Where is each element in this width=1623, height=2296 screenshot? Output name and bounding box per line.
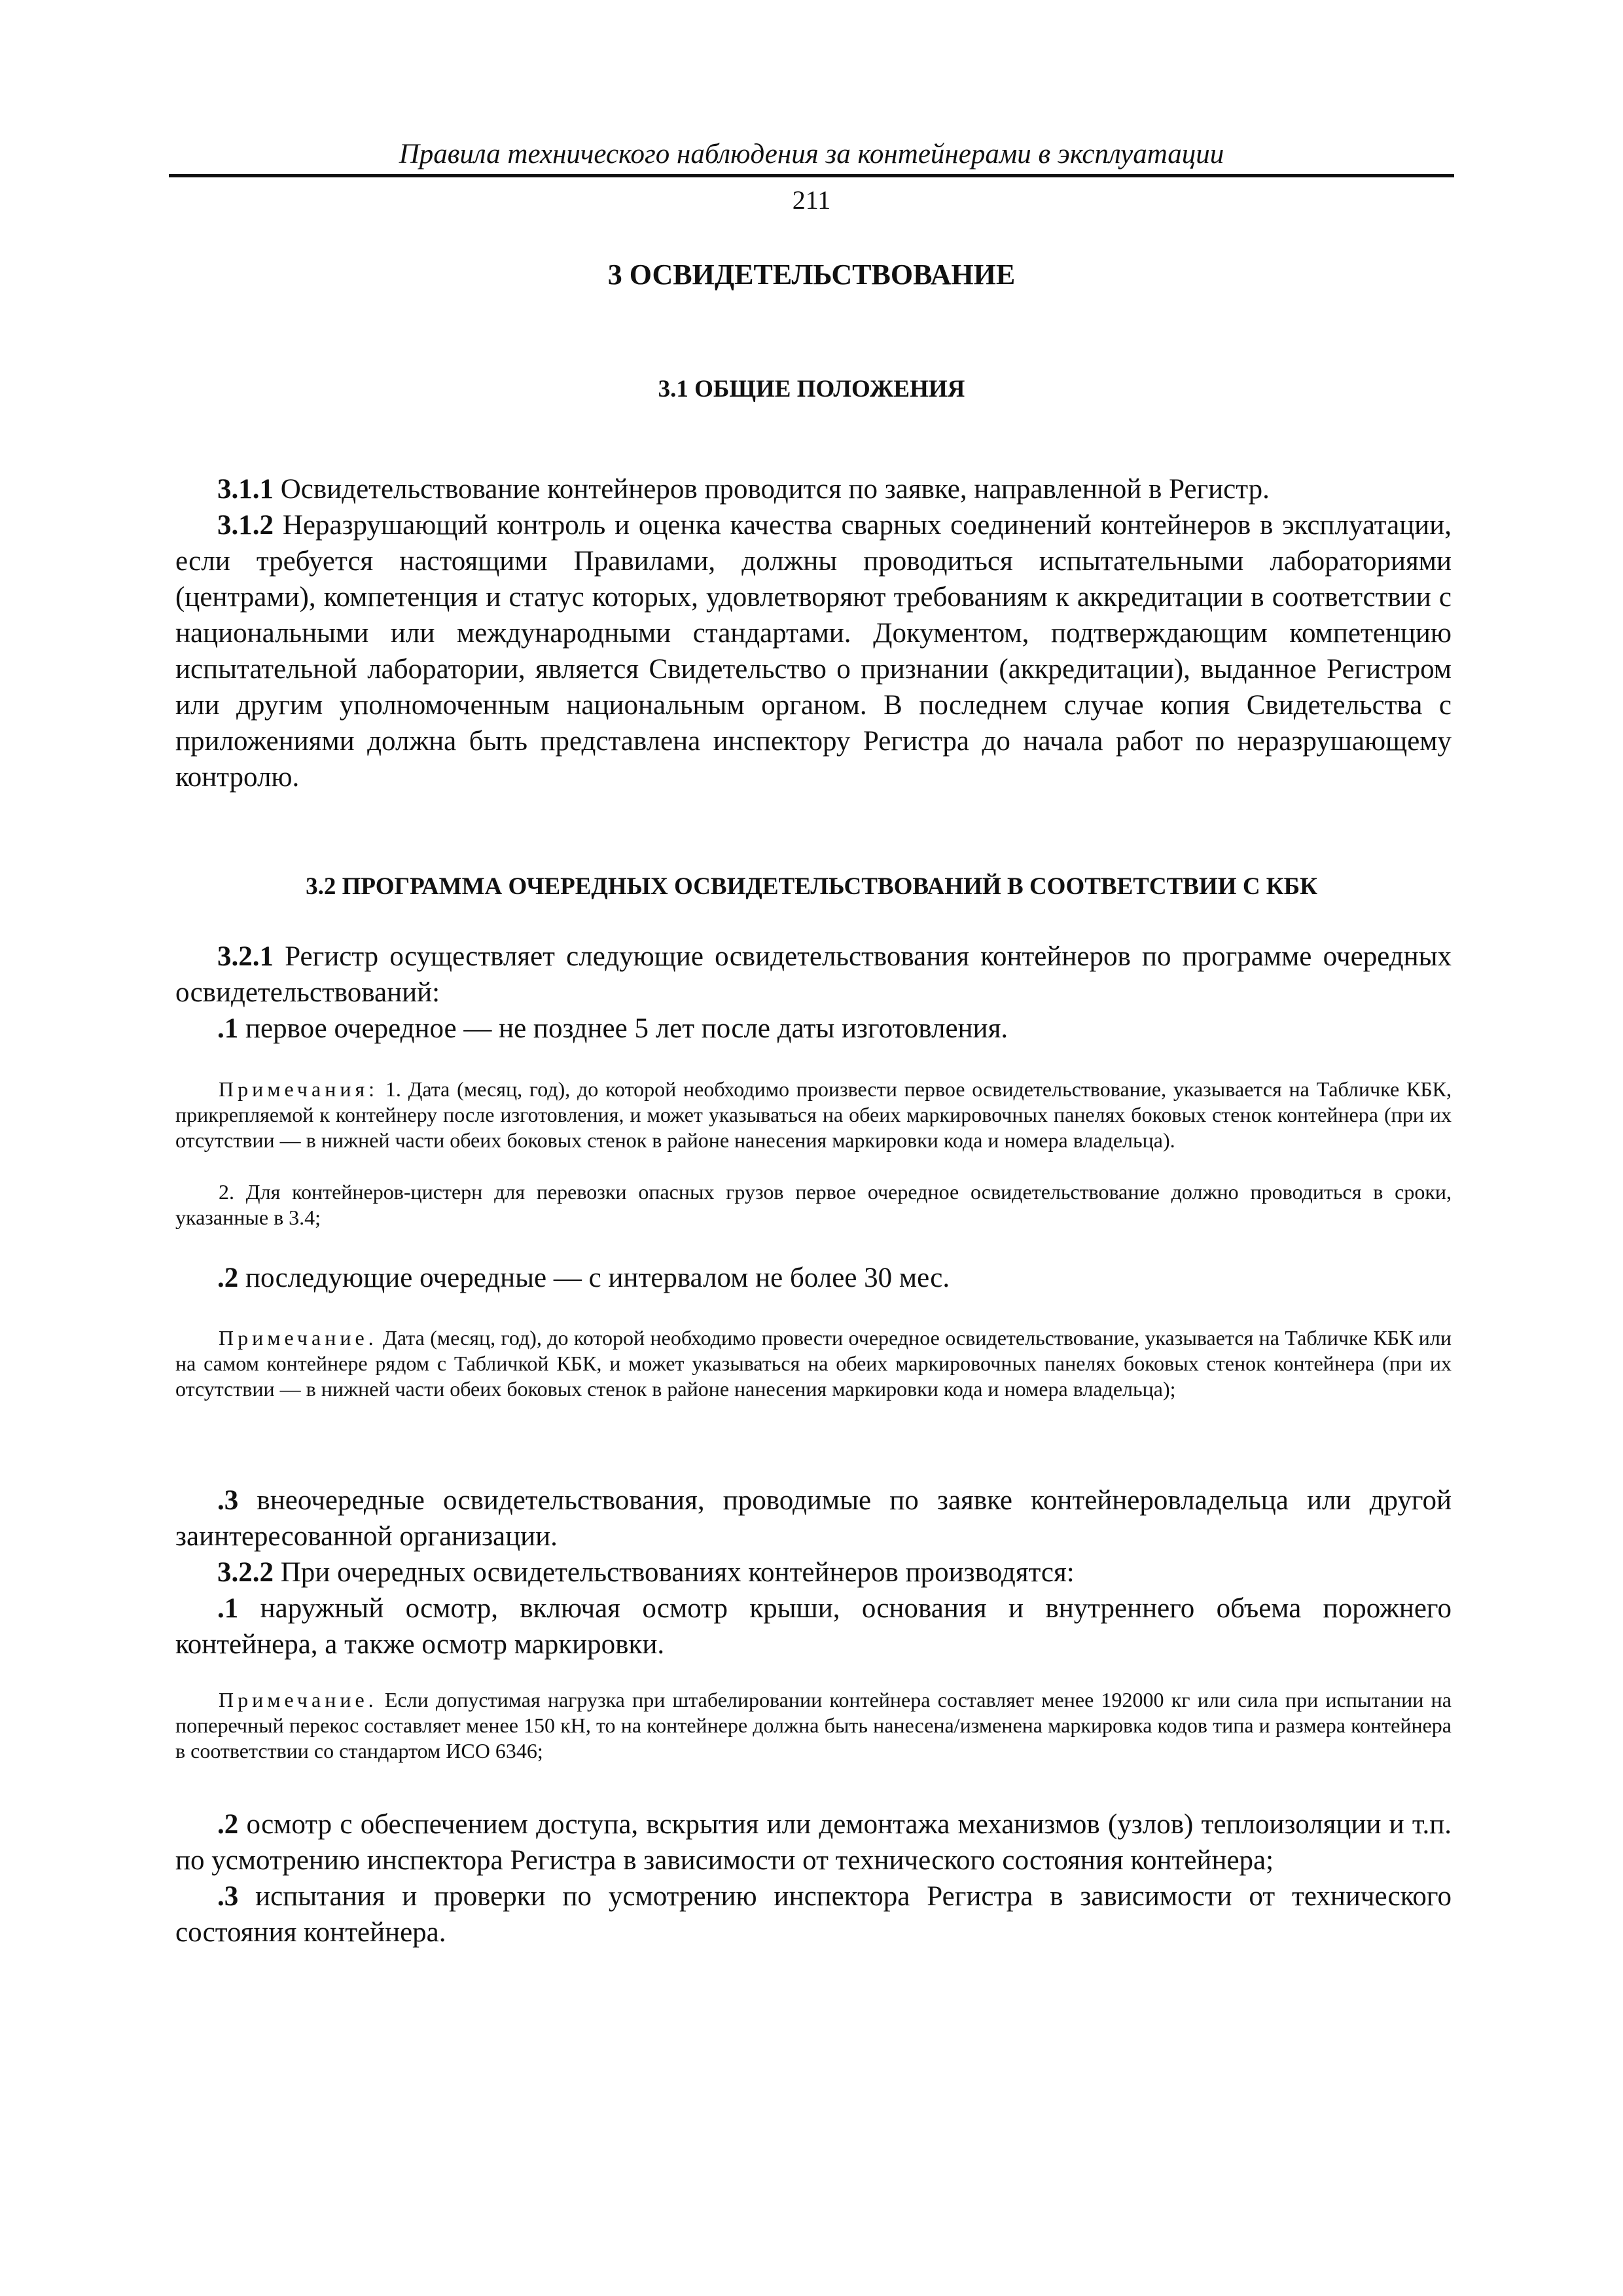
note-1-item-2: 2. Для контейнеров-цистерн для перевозки опасных грузов первое очередное освидетельствование должно проводиться в сроки, указанные в 3.4;: [175, 1180, 1452, 1229]
note-2: [175, 1325, 1452, 1402]
item-number: .3: [217, 1881, 239, 1912]
paragraph-text: Регистр осуществляет следующие освидетельствования контейнеров по программе очередных освидетельствований:: [175, 941, 1452, 1008]
section-3-1-title: 3.1 ОБЩИЕ ПОЛОЖЕНИЯ: [658, 376, 965, 403]
note-text: 1. Дата (месяц, год), до которой необходимо произвести первое освидетельствование, указывается на Табличке КБК, прикрепляемой к контейнеру после изготовления, и может указываться на обеих маркировочных панелях боковых стенок контейнера (при их отсутствии — в нижней части обеих боковых стенок в районе нанесения маркировки кода и номера владельца).: [175, 1077, 1452, 1152]
inspection-item-2: [175, 1806, 1452, 1878]
paragraph-text: Освидетельствование контейнеров проводится по заявке, направленной в Регистр.: [274, 474, 1270, 505]
running-title: Правила технического наблюдения за контейнерами в эксплуатации: [399, 139, 1224, 170]
note-3: [175, 1687, 1452, 1764]
paragraph-3-2-1: [175, 939, 1452, 1011]
note-1: [175, 1077, 1452, 1153]
item-text: осмотр с обеспечением доступа, вскрытия или демонтажа механизмов (узлов) теплоизоляции и т.п. по усмотрению инспектора Регистра в зависимости от технического состояния контейнера;: [175, 1809, 1452, 1876]
list-item-2: [175, 1260, 1452, 1296]
item-number: .1: [217, 1013, 239, 1044]
item-number: .2: [217, 1809, 239, 1840]
paragraph-3-1-2: [175, 507, 1452, 795]
item-number: .3: [217, 1485, 239, 1516]
item-text: последующие очередные — с интервалом не более 30 мес.: [238, 1263, 950, 1293]
list-item-3: [175, 1482, 1452, 1554]
paragraph-number: 3.2.1: [217, 941, 274, 972]
paragraph-3-2-2: [175, 1554, 1452, 1590]
item-number: .1: [217, 1593, 239, 1624]
note-label: Примечание.: [219, 1688, 378, 1712]
list-item-1: [175, 1011, 1452, 1047]
page-number: 211: [792, 185, 831, 215]
paragraph-3-1-1: [175, 471, 1452, 507]
paragraph-number: 3.2.2: [217, 1557, 274, 1588]
note-label: Примечание.: [219, 1326, 378, 1350]
inspection-item-3: [175, 1878, 1452, 1950]
section-3-title: 3 ОСВИДЕТЕЛЬСТВОВАНИЕ: [607, 259, 1016, 291]
section-3-2-title: 3.2 ПРОГРАММА ОЧЕРЕДНЫХ ОСВИДЕТЕЛЬСТВОВАНИЙ В СООТВЕТСТВИИ С КБК: [306, 873, 1317, 900]
note-text: Если допустимая нагрузка при штабелировании контейнера составляет менее 192000 кг или сила при испытании на поперечный перекос составляет менее 150 кН, то на контейнере должна быть нанесена/изменена маркировка кодов типа и размера контейнера в соответствии со стандартом ИСО 6346;: [175, 1688, 1452, 1763]
header-rule: [169, 174, 1454, 177]
paragraph-text: При очередных освидетельствованиях контейнеров производятся:: [274, 1557, 1075, 1588]
inspection-item-1: [175, 1590, 1452, 1662]
note-text: Дата (месяц, год), до которой необходимо провести очередное освидетельствование, указывается на Табличке КБК или на самом контейнере рядом с Табличкой КБК, и может указываться на обеих маркировочных панелях боковых стенок контейнера (при их отсутствии — в нижней части обеих боковых стенок в районе нанесения маркировки кода и номера владельца);: [175, 1326, 1452, 1401]
item-number: .2: [217, 1263, 239, 1293]
item-text: наружный осмотр, включая осмотр крыши, основания и внутреннего объема порожнего контейнера, а также осмотр маркировки.: [175, 1593, 1452, 1660]
paragraph-text: Неразрушающий контроль и оценка качества сварных соединений контейнеров в эксплуатации, если требуется настоящими Правилами, должны проводиться испытательными лабораториями (центрами), компетенция и статус которых, удовлетворяют требованиям к аккредитации в соответствии с национальными или международными стандартами. Документом, подтверждающим компетенцию испытательной лаборатории, является Свидетельство о признании (аккредитации), выданное Регистром или другим уполномоченным национальным органом. В последнем случае копия Свидетельства с приложениями должна быть представлена инспектору Регистра до начала работ по неразрушающему контролю.: [175, 510, 1452, 793]
item-text: первое очередное — не позднее 5 лет после даты изготовления.: [238, 1013, 1008, 1044]
item-text: испытания и проверки по усмотрению инспектора Регистра в зависимости от технического состояния контейнера.: [175, 1881, 1452, 1948]
paragraph-number: 3.1.1: [217, 474, 274, 505]
note-label: Примечания:: [219, 1077, 379, 1101]
paragraph-number: 3.1.2: [217, 510, 274, 541]
item-text: внеочередные освидетельствования, проводимые по заявке контейнеровладельца или другой заинтересованной организации.: [175, 1485, 1452, 1552]
